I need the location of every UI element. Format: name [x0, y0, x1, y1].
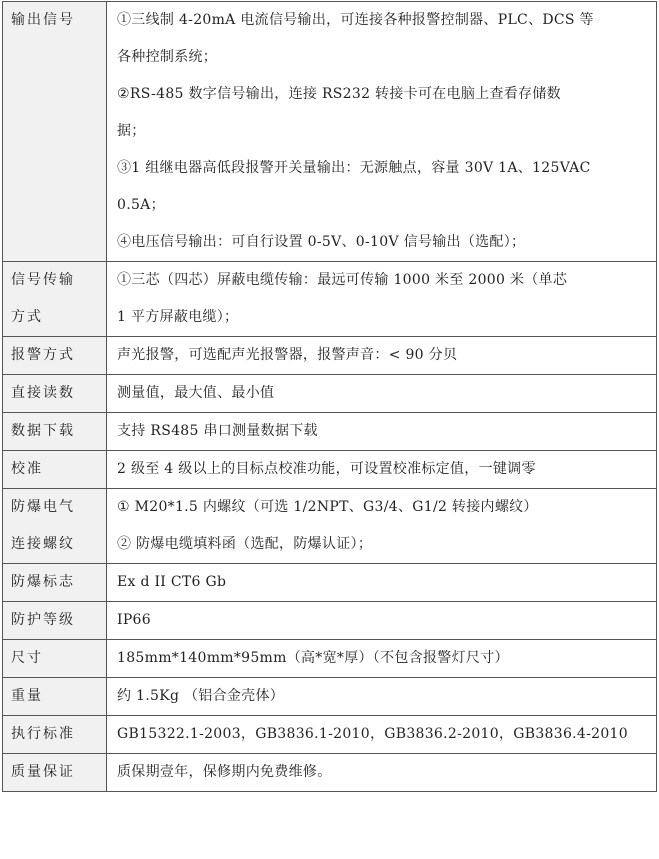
spec-value-line: 2 级至 4 级以上的目标点校准功能，可设置校准标定值，一键调零: [117, 461, 536, 477]
spec-label: 方式: [11, 309, 43, 325]
spec-value-line: ②RS-485 数字信号输出，连接 RS232 转接卡可在电脑上查看存储数: [117, 86, 561, 102]
spec-value-line: ①三芯（四芯）屏蔽电缆传输：最远可传输 1000 米至 2000 米（单芯: [117, 272, 568, 288]
spec-label-cell: [3, 337, 107, 375]
spec-value-cell: [107, 640, 657, 678]
spec-value-line: Ex d II CT6 Gb: [117, 574, 227, 590]
spec-label-cell: [3, 489, 107, 564]
spec-row: [3, 640, 657, 678]
spec-value-line: 1 平方屏蔽电缆）；: [117, 309, 239, 325]
spec-label: 执行标准: [11, 726, 75, 742]
spec-value-line: ③1 组继电器高低段报警开关量输出：无源触点，容量 30V 1A、125VAC: [117, 160, 591, 176]
spec-value-cell: [107, 602, 657, 640]
spec-label-cell: [3, 678, 107, 716]
spec-value-cell: [107, 375, 657, 413]
spec-row: [3, 754, 657, 792]
spec-value-line: 据；: [117, 123, 146, 139]
spec-value-line: IP66: [117, 612, 151, 628]
spec-row: [3, 564, 657, 602]
spec-label-cell: [3, 564, 107, 602]
spec-label-cell: [3, 375, 107, 413]
spec-label: 防爆标志: [11, 574, 75, 590]
spec-label-cell: [3, 640, 107, 678]
spec-label: 防爆电气: [11, 499, 75, 515]
spec-value-line: 测量值，最大值、最小值: [117, 385, 275, 401]
spec-table-body: [3, 2, 657, 792]
spec-row: [3, 678, 657, 716]
spec-value-cell: [107, 262, 657, 337]
spec-label-cell: [3, 451, 107, 489]
spec-label: 输出信号: [11, 12, 75, 28]
spec-value-line: 各种控制系统；: [117, 49, 218, 65]
spec-label-cell: [3, 602, 107, 640]
spec-value-line: 约 1.5Kg （铝合金壳体）: [117, 688, 285, 704]
spec-value-cell: [107, 2, 657, 262]
spec-row: [3, 451, 657, 489]
spec-value-line: 声光报警，可选配声光报警器，报警声音：< 90 分贝: [117, 347, 458, 363]
spec-row: [3, 337, 657, 375]
spec-label: 数据下载: [11, 423, 75, 439]
spec-value-line: GB15322.1-2003，GB3836.1-2010，GB3836.2-2010，GB3836.4-2010: [117, 726, 628, 742]
spec-table: [2, 1, 657, 792]
spec-row: [3, 375, 657, 413]
spec-label-cell: [3, 413, 107, 451]
spec-value-line: 质保期壹年，保修期内免费维修。: [117, 764, 332, 780]
spec-value-line: ④电压信号输出：可自行设置 0-5V、0-10V 信号输出（选配）；: [117, 234, 526, 250]
spec-value-cell: [107, 489, 657, 564]
spec-value-cell: [107, 451, 657, 489]
spec-row: [3, 602, 657, 640]
spec-label: 质量保证: [11, 764, 75, 780]
spec-label-cell: [3, 716, 107, 754]
spec-label: 信号传输: [11, 272, 75, 288]
spec-row: [3, 413, 657, 451]
spec-value-cell: [107, 413, 657, 451]
spec-label-cell: [3, 2, 107, 262]
spec-value-cell: [107, 337, 657, 375]
spec-label: 尺寸: [11, 650, 43, 666]
spec-label-cell: [3, 754, 107, 792]
spec-label: 连接螺纹: [11, 536, 75, 552]
spec-value-cell: [107, 754, 657, 792]
spec-value-line: 0.5A；: [117, 197, 165, 213]
spec-label: 报警方式: [11, 347, 75, 363]
spec-value-line: ①三线制 4-20mA 电流信号输出，可连接各种报警控制器、PLC、DCS 等: [117, 12, 594, 28]
spec-row: [3, 2, 657, 262]
spec-value-cell: [107, 716, 657, 754]
spec-row: [3, 489, 657, 564]
spec-value-cell: [107, 678, 657, 716]
spec-label: 直接读数: [11, 385, 75, 401]
spec-value-line: 185mm*140mm*95mm（高*宽*厚）（不包含报警灯尺寸）: [117, 650, 509, 666]
spec-row: [3, 262, 657, 337]
spec-value-cell: [107, 564, 657, 602]
spec-label: 防护等级: [11, 612, 75, 628]
spec-value-line: ① M20*1.5 内螺纹（可选 1/2NPT、G3/4、G1/2 转接内螺纹）: [117, 499, 538, 515]
spec-row: [3, 716, 657, 754]
spec-label: 重量: [11, 688, 43, 704]
spec-label-cell: [3, 262, 107, 337]
spec-value-line: ② 防爆电缆填料函（选配，防爆认证）；: [117, 536, 373, 552]
spec-value-line: 支持 RS485 串口测量数据下载: [117, 423, 318, 439]
spec-label: 校准: [11, 461, 43, 477]
